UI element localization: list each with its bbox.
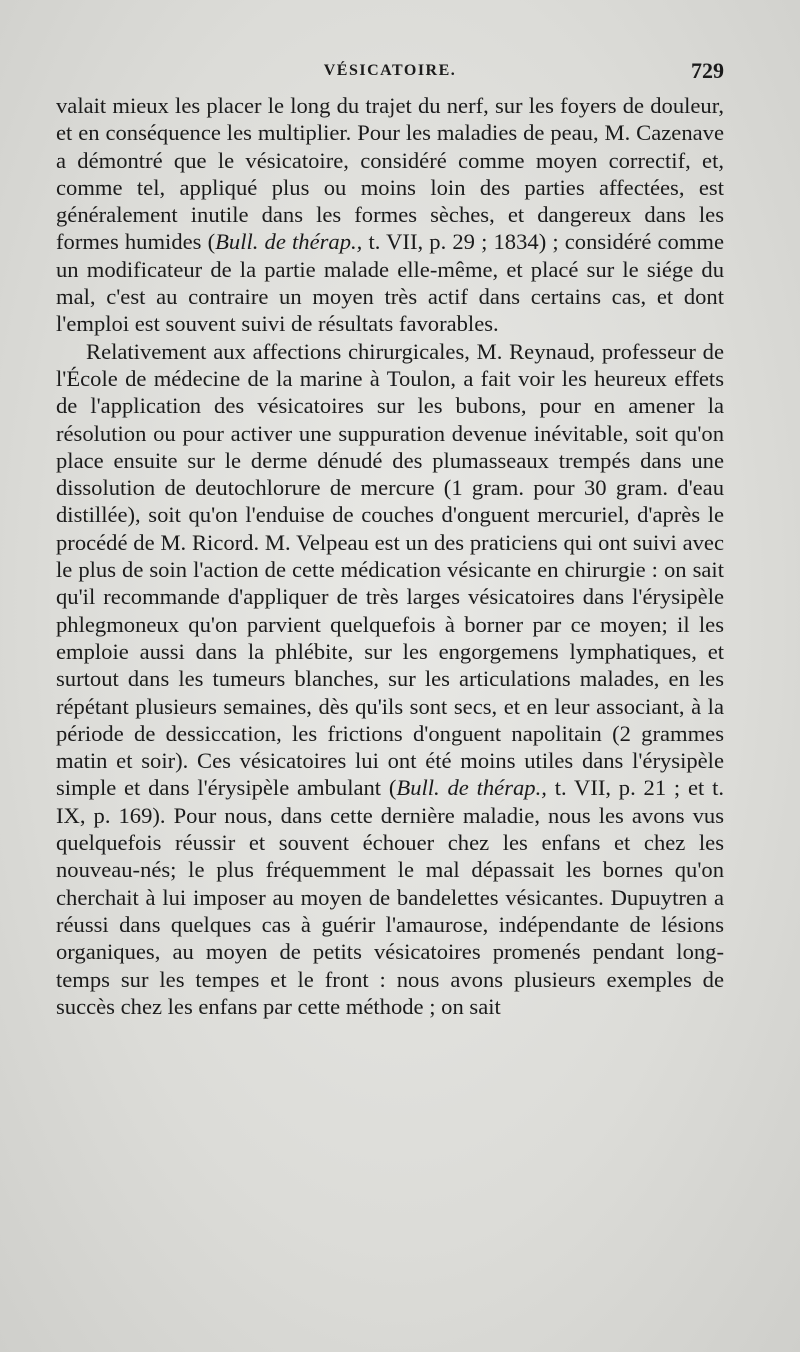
page-header [56,58,724,88]
text-segment: t. VII, p. 29 ; 1834) ; considéré comme un modificateur de la partie malade elle-même, et placé sur le siége du mal, c'est au contraire un moyen très actif dans certains cas, et dont l'emploi est souvent suivi de résultats favorables. [56,229,724,337]
paragraph [56,92,724,338]
text-segment: valait mieux les placer le long du trajet du nerf, sur les foyers de douleur, et en conséquence les multiplier. Pour les maladies de peau, M. Cazenave a démontré que le vésicatoire, considéré comme moyen correctif, et, comme tel, appliqué plus ou moins loin des parties affectées, est généralement inutile dans les formes sèches, et dangereux dans les formes humides ( [56,93,724,255]
page-number: 729 [691,58,724,83]
running-title: VÉSICATOIRE. [323,62,457,79]
body-text [56,92,724,1020]
paragraph [56,338,724,1020]
citation-title: Bull. de thérap., [396,775,547,801]
text-segment: Relativement aux affections chirurgicales, M. Reynaud, professeur de l'École de médecine de la marine à Toulon, a fait voir les heureux effets de l'application des vésicatoires sur les bubons, pour en amener la résolution ou pour activer une suppuration devenue inévitable, soit qu'on place ensuite sur le derme dénudé des plumasseaux trempés dans une dissolution de deutochlorure de mercure (1 gram. pour 30 gram. d'eau distillée), soit qu'on l'enduise de couches d'onguent mercuriel, d'après le procédé de M. Ricord. M. Velpeau est un des praticiens qui ont suivi avec le plus de soin l'action de cette médication vésicante en chirurgie : on sait qu'il recommande d'appliquer de très larges vésicatoires dans l'érysipèle phlegmoneux qu'on parvient quelquefois à borner par ce moyen; il les emploie aussi dans la phlébite, sur les engorgemens lymphatiques, et surtout dans les tumeurs blanches, sur les articulations malades, en les répétant plusieurs semaines, dès qu'ils sont secs, et en leur associant, à la période de dessiccation, les frictions d'onguent napolitain (2 grammes matin et soir). Ces vésicatoires lui ont été moins utiles dans l'érysipèle simple et dans l'érysipèle ambulant ( [56,338,724,801]
citation-title: Bull. de thérap., [215,229,363,255]
text-segment: t. VII, p. 21 ; et t. IX, p. 169). Pour nous, dans cette dernière maladie, nous les avons vus quelquefois réussir et souvent échouer chez les enfans et chez les nouveau-nés; le plus fréquemment le mal dépassait les bornes qu'on cherchait à lui imposer au moyen de bandelettes vésicantes. Dupuytren a réussi dans quelques cas à guérir l'amaurose, indépendante de lésions organiques, au moyen de petits vésicatoires promenés pendant long-temps sur les tempes et le front : nous avons plusieurs exemples de succès chez les enfans par cette méthode ; on sait [56,775,724,1019]
